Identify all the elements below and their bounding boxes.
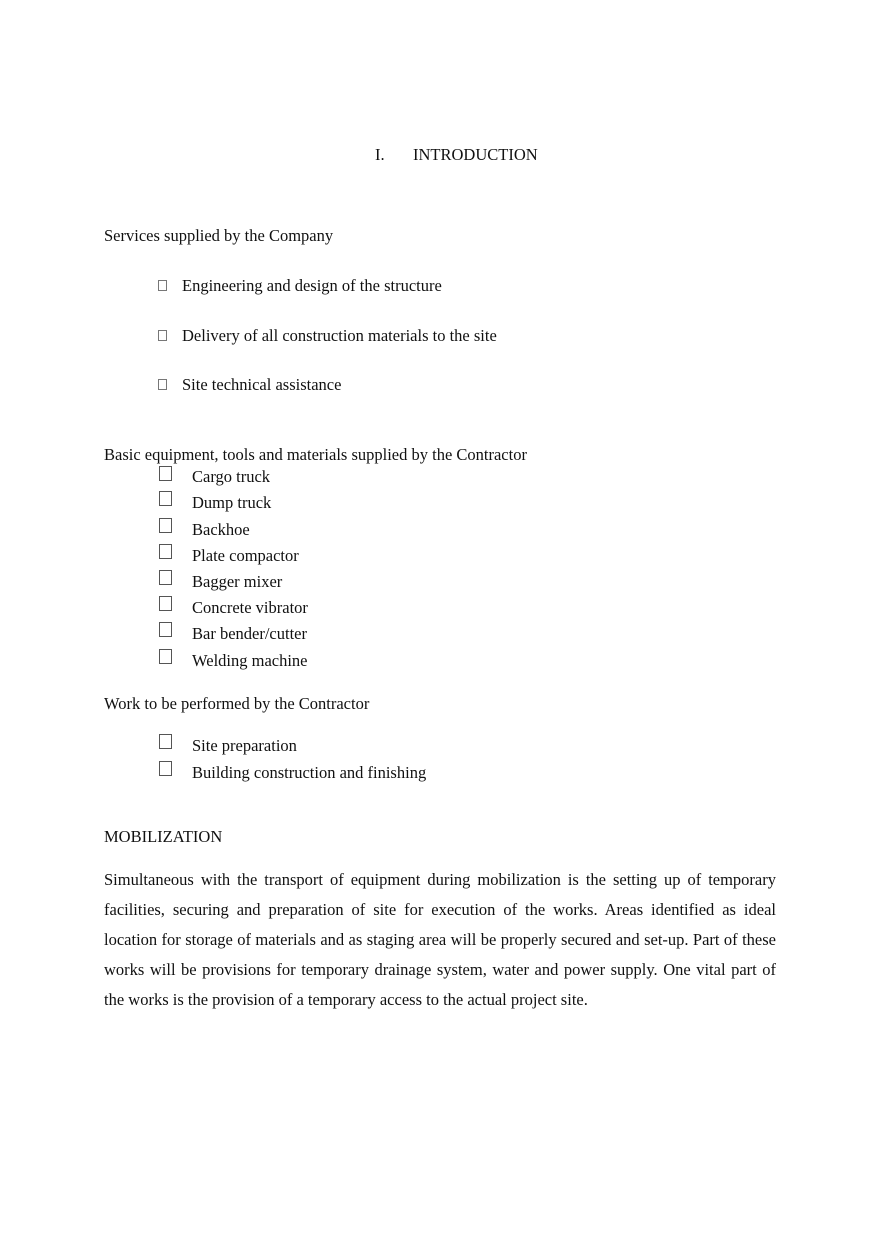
equipment-item: Welding machine — [192, 651, 308, 670]
heading-number: I. — [375, 145, 385, 164]
checkbox-icon — [159, 466, 172, 481]
checkbox-icon — [159, 544, 172, 559]
work-item: Building construction and finishing — [192, 763, 427, 782]
section-title-mobilization: MOBILIZATION — [104, 827, 223, 846]
service-item: Delivery of all construction materials to the site — [182, 326, 497, 345]
checkbox-icon — [159, 570, 172, 585]
equipment-item: Bar bender/cutter — [192, 624, 307, 643]
equipment-item: Plate compactor — [192, 546, 299, 565]
equipment-item: Backhoe — [192, 520, 250, 539]
checkbox-icon — [159, 596, 172, 611]
equipment-item: Cargo truck — [192, 467, 271, 486]
checkbox-icon — [159, 518, 172, 533]
checkbox-icon — [159, 734, 172, 749]
services-label: Services supplied by the Company — [104, 226, 334, 245]
checkbox-icon — [159, 491, 172, 506]
checkbox-icon — [159, 761, 172, 776]
mobilization-paragraph: Simultaneous with the transport of equipment during mobilization is the setting up of temporary facilities, securing and preparation of site for execution of the works. Areas identified as ideal location for storage of materials and as staging area will be properly secured and set-up. Part of these works will be provisions for temporary drainage system, water and power supply. One vital part of the works is the provision of a temporary access to the actual project site. — [104, 870, 776, 1009]
checkbox-icon — [158, 330, 167, 341]
equipment-item: Dump truck — [192, 493, 272, 512]
service-item: Site technical assistance — [182, 375, 342, 394]
equipment-item: Concrete vibrator — [192, 598, 308, 617]
equipment-item: Bagger mixer — [192, 572, 283, 591]
work-label: Work to be performed by the Contractor — [104, 694, 370, 713]
checkbox-icon — [158, 280, 167, 291]
page-title: INTRODUCTION — [413, 145, 538, 164]
checkbox-icon — [159, 622, 172, 637]
checkbox-icon — [159, 649, 172, 664]
checkbox-icon — [158, 379, 167, 390]
equipment-label: Basic equipment, tools and materials supplied by the Contractor — [104, 445, 527, 464]
work-item: Site preparation — [192, 736, 297, 755]
service-item: Engineering and design of the structure — [182, 276, 442, 295]
